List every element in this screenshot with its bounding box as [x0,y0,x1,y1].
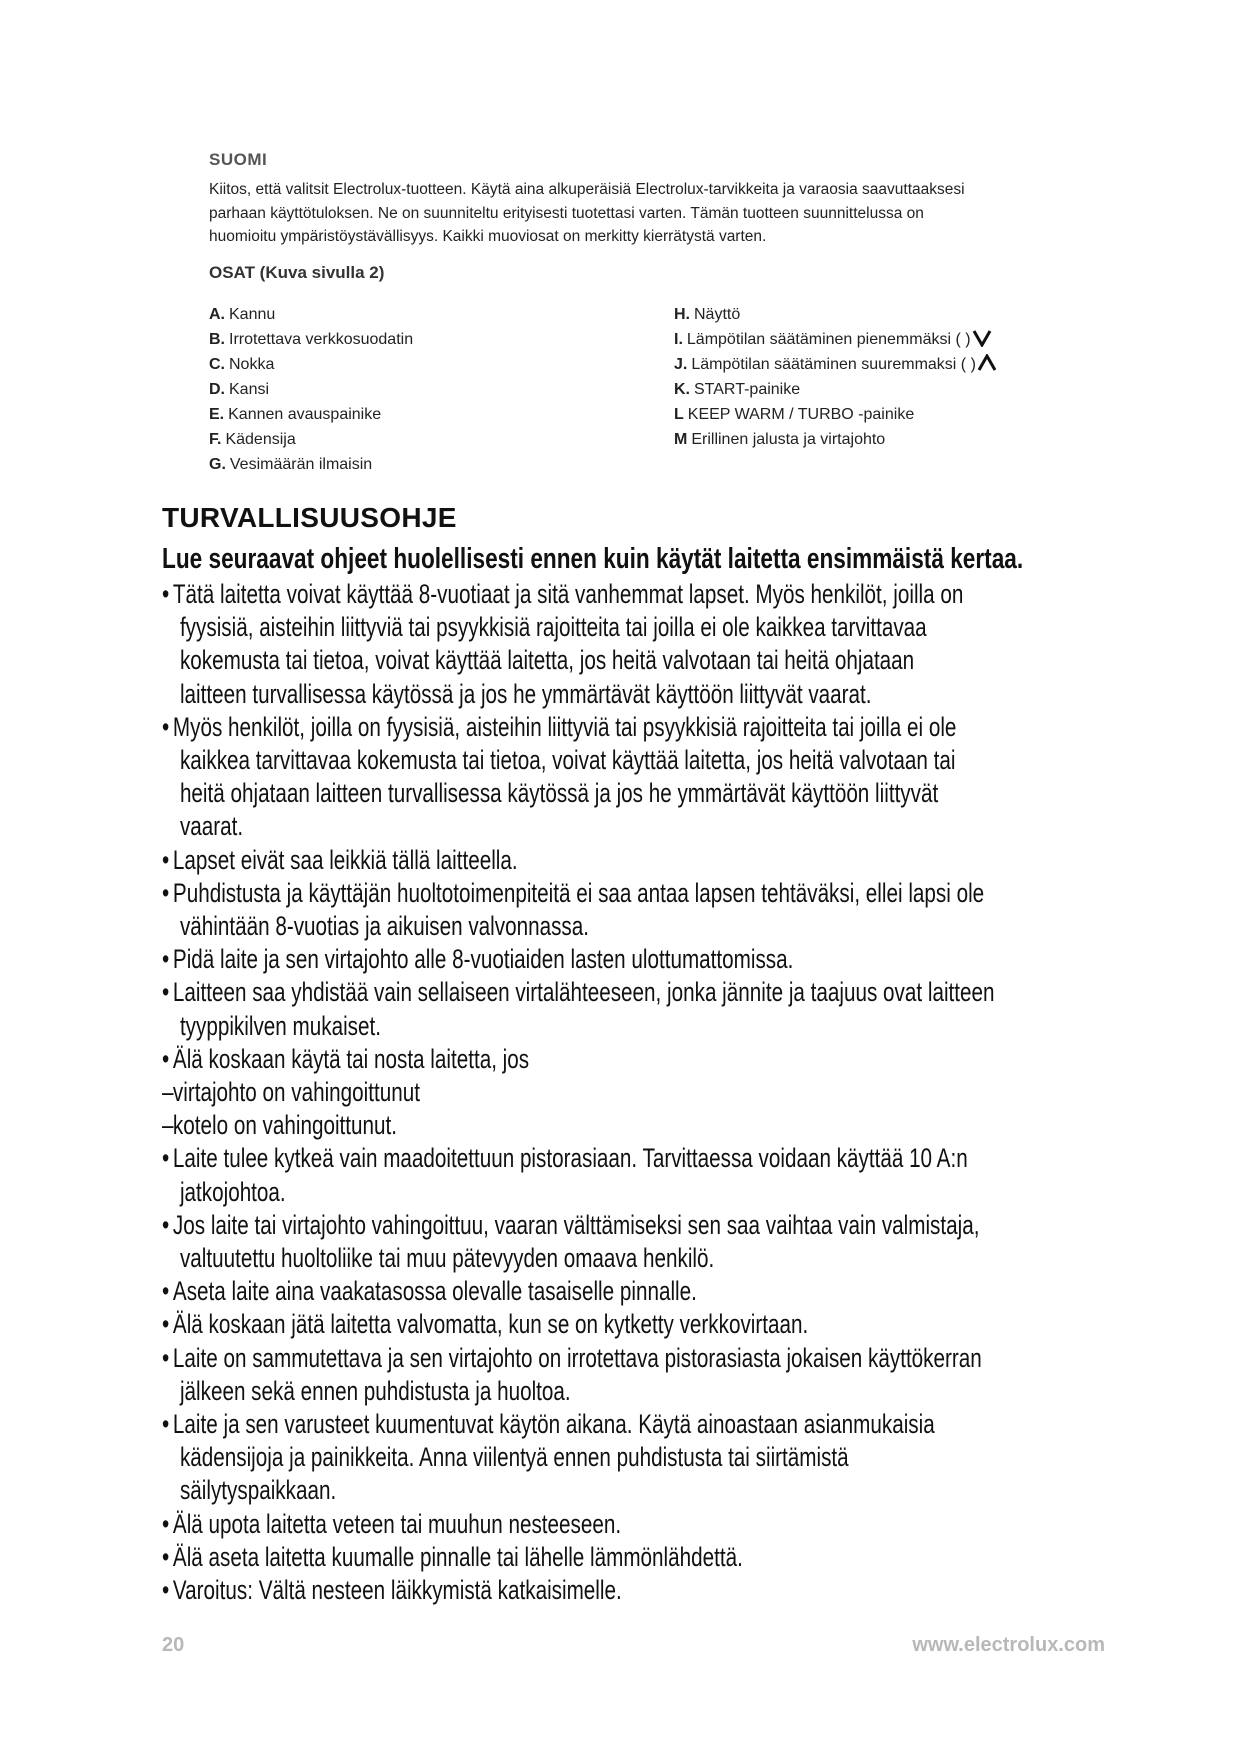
bullet-marker: • [162,1276,170,1307]
safety-line-text: Pidä laite ja sen virtajohto alle 8-vuotiaiden lasten ulottumattomissa. [172,944,794,975]
safety-line-text: tyyppikilven mukaiset. [179,1010,381,1041]
part-label: Nokka [229,356,275,373]
safety-line [162,1441,995,1474]
bullet-marker: • [162,711,170,742]
bullet-marker: • [162,1541,170,1572]
bullet-marker: • [162,1508,170,1539]
part-label: Vesimäärän ilmaisin [229,456,373,473]
safety-line [162,844,995,877]
part-letter: G. [209,456,226,473]
part-item [209,302,413,327]
part-letter: C. [209,356,225,373]
safety-line-text: fyysisiä, aisteihin liittyviä tai psyykkisiä rajoitteita tai joilla ei ole kaikkea tarvittavaa [179,612,927,643]
part-letter: B. [209,331,225,348]
safety-line-text: vähintään 8-vuotias ja aikuisen valvonnassa. [179,911,590,942]
safety-line [162,1508,995,1541]
safety-line-text: heitä ohjataan laitteen turvallisessa käytössä ja jos he ymmärtävät käyttöön liittyvät [179,778,939,809]
part-letter: I. [674,331,683,348]
part-letter: L [674,406,684,423]
intro-line: huomioitu ympäristöystävällisyys. Kaikki muoviosat on merkitty kierrätystä varten. [209,228,767,245]
safety-line-text: Älä upota laitetta veteen tai muuhun nesteeseen. [172,1508,622,1539]
part-letter: H. [674,306,690,323]
part-item [674,427,997,452]
safety-line [162,1308,995,1341]
bullet-marker: • [162,877,170,908]
part-item [209,402,413,427]
part-label: Lämpötilan säätäminen suuremmaksi ( ) [691,356,976,373]
part-item [209,377,413,402]
dash-marker: – [162,1077,174,1108]
parts-list-right [674,302,997,452]
safety-line [162,1242,995,1275]
part-label: Irrotettava verkkosuodatin [229,331,414,348]
bullet-marker: • [162,1043,170,1074]
safety-line [162,1043,995,1076]
safety-line [162,877,995,910]
part-letter: E. [209,406,225,423]
part-letter: M [674,431,688,448]
bullet-marker: • [162,977,170,1008]
safety-line [162,1342,995,1375]
safety-line [162,943,995,976]
intro-line: Kiitos, että valitsit Electrolux-tuotteen. Käytä aina alkuperäisiä Electrolux-tarvikkeita ja varaosia saavuttaaksesi [209,181,965,198]
safety-instructions-list [162,578,995,1607]
safety-line [162,976,995,1009]
part-letter: A. [209,306,225,323]
safety-line-text: virtajohto on vahingoittunut [172,1077,420,1108]
safety-line [162,1010,995,1043]
dash-marker: – [162,1110,174,1141]
safety-line-text: säilytyspaikkaan. [179,1475,337,1506]
bullet-marker: • [162,1409,170,1440]
safety-line [162,1375,995,1408]
bullet-marker: • [162,1143,170,1174]
part-letter: F. [209,431,222,448]
part-item [209,452,413,477]
safety-line [162,611,995,644]
safety-line [162,644,995,677]
safety-line-text: Laitteen saa yhdistää vain sellaiseen virtalähteeseen, jonka jännite ja taajuus ovat laitteen [172,977,995,1008]
page-number: 20 [162,1634,185,1656]
part-label: Kannu [229,306,276,323]
safety-line-text: Aseta laite aina vaakatasossa olevalle tasaiselle pinnalle. [172,1276,697,1307]
safety-line-text: Puhdistusta ja käyttäjän huoltotoimenpiteitä ei saa antaa lapsen tehtäväksi, ellei lapsi ole [172,877,985,908]
part-item [209,352,413,377]
chevron-up-icon [977,354,997,372]
safety-line [162,910,995,943]
part-label: Lämpötilan säätäminen pienemmäksi ( ) [686,331,971,348]
parts-heading: OSAT (Kuva sivulla 2) [209,263,385,282]
part-label: Kansi [229,381,270,398]
safety-line-text: Laite on sammutettava ja sen virtajohto on irrotettava pistorasiasta jokaisen käyttökerran [172,1342,982,1373]
safety-line-text: kotelo on vahingoittunut. [172,1110,398,1141]
safety-line-text: Tätä laitetta voivat käyttää 8-vuotiaat ja sitä vanhemmat lapset. Myös henkilöt, joilla on [172,579,964,609]
safety-line [162,1076,995,1109]
language-title: SUOMI [209,150,268,169]
bullet-marker: • [162,944,170,975]
safety-line-text: valtuutettu huoltoliike tai muu pätevyyden omaava henkilö. [179,1243,715,1274]
part-item [674,402,997,427]
safety-line-text: Myös henkilöt, joilla on fyysisiä, aisteihin liittyviä tai psyykkisiä rajoitteita tai joilla ei ole [172,711,957,742]
safety-title: TURVALLISUUSOHJE [162,502,457,533]
intro-paragraph [209,178,1109,249]
safety-line-text: Lapset eivät saa leikkiä tällä laitteella. [172,844,518,875]
part-label: Kannen avauspainike [228,406,382,423]
safety-line [162,1109,995,1142]
safety-line-text: jatkojohtoa. [179,1176,286,1207]
part-label: Erillinen jalusta ja virtajohto [691,431,886,448]
part-item [209,327,413,352]
bullet-marker: • [162,844,170,875]
part-label: Kädensija [225,431,296,448]
safety-line-text: vaarat. [179,811,244,842]
safety-line [162,1541,995,1574]
safety-line-text: Älä aseta laitetta kuumalle pinnalle tai lähelle lämmönlähdettä. [172,1541,743,1572]
safety-intro: Lue seuraavat ohjeet huolellisesti ennen kuin käytät laitetta ensimmäistä kertaa. [162,543,1024,575]
website-url: www.electrolux.com [912,1634,1105,1656]
parts-list-left [209,302,413,477]
bullet-marker: • [162,1342,170,1373]
safety-line [162,1275,995,1308]
part-label: KEEP WARM / TURBO -painike [687,406,915,423]
safety-line-text: Älä koskaan jätä laitetta valvomatta, kun se on kytketty verkkovirtaan. [172,1309,809,1340]
safety-line-text: jälkeen sekä ennen puhdistusta ja huoltoa. [179,1375,571,1406]
safety-line [162,1176,995,1209]
safety-line-text: kaikkea tarvittavaa kokemusta tai tietoa, voivat käyttää laitetta, jos heitä valvotaan tai [179,745,956,776]
safety-line-text: Laite tulee kytkeä vain maadoitettuun pistorasiaan. Tarvittaessa voidaan käyttää 10 A:n [172,1143,968,1174]
safety-line [162,1142,995,1175]
part-letter: D. [209,381,225,398]
part-item [674,377,997,402]
bullet-marker: • [162,1575,170,1606]
safety-line [162,744,995,777]
safety-line [162,678,995,711]
safety-line [162,711,995,744]
part-item [674,327,997,352]
part-letter: K. [674,381,690,398]
safety-line-text: Jos laite tai virtajohto vahingoittuu, vaaran välttämiseksi sen saa vaihtaa vain valmistaja, [172,1209,980,1240]
part-item [209,427,413,452]
safety-line-text: laitteen turvallisessa käytössä ja jos he ymmärtävät käyttöön liittyvät vaarat. [179,678,872,709]
intro-line: parhaan käyttötuloksen. Ne on suunniteltu erityisesti tuotettasi varten. Tämän tuotteen suunnittelussa on [209,204,924,222]
part-label: Näyttö [694,306,741,323]
bullet-marker: • [162,1209,170,1240]
safety-line-text: Laite ja sen varusteet kuumentuvat käytön aikana. Käytä ainoastaan asianmukaisia [172,1409,935,1440]
bullet-marker: • [162,1309,170,1340]
part-label: START-painike [694,381,801,398]
safety-line [162,1574,995,1607]
safety-line [162,578,995,611]
bullet-marker: • [162,579,170,609]
part-letter: J. [674,356,688,373]
safety-line [162,1474,995,1507]
safety-line-text: kädensijoja ja painikkeita. Anna viilentyä ennen puhdistusta tai siirtämistä [179,1442,849,1473]
safety-line [162,777,995,810]
safety-line-text: Varoitus: Vältä nesteen läikkymistä katkaisimelle. [172,1575,622,1606]
safety-line [162,1209,995,1242]
part-item [674,302,997,327]
part-item [674,352,997,377]
safety-line-text: Älä koskaan käytä tai nosta laitetta, jos [172,1043,530,1074]
safety-line [162,1408,995,1441]
chevron-down-icon [972,329,992,347]
safety-line-text: kokemusta tai tietoa, voivat käyttää laitetta, jos heitä valvotaan tai heitä ohjataan [179,645,915,676]
safety-line [162,810,995,843]
